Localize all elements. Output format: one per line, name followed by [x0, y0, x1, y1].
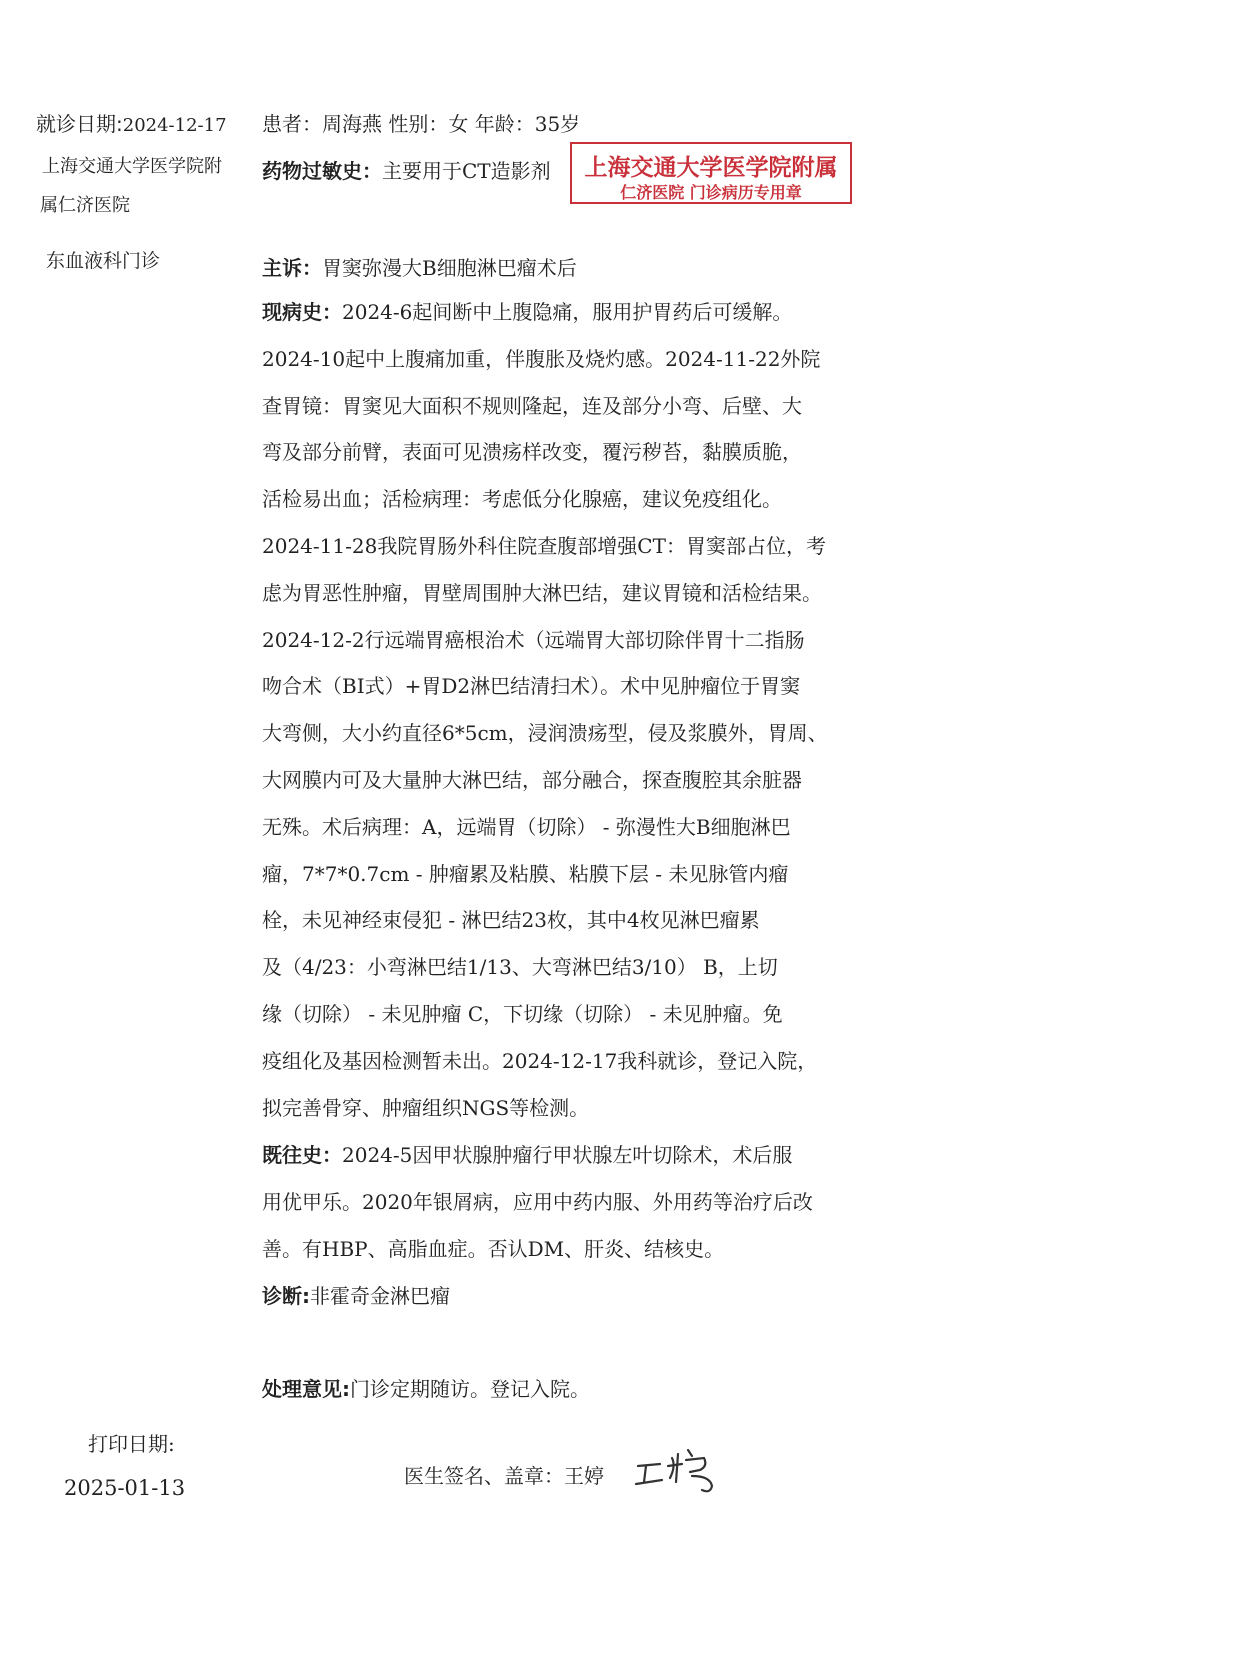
past-history-line: 用优甲乐。2020年银屑病，应用中药内服、外用药等治疗后改: [262, 1189, 813, 1214]
hpi-line: 瘤，7*7*0.7cm - 肿瘤累及粘膜、粘膜下层 - 未见脉管内瘤: [262, 861, 789, 886]
hpi-line: 无殊。术后病理：A，远端胃（切除） - 弥漫性大B细胞淋巴: [262, 814, 791, 839]
stamp-line2: 仁济医院 门诊病历专用章: [620, 183, 802, 202]
handwritten-signature: [632, 1436, 722, 1496]
print-date-label: 打印日期:: [88, 1432, 175, 1456]
past-history-line: [262, 1132, 862, 1179]
visit-date-label: 就诊日期:: [36, 112, 123, 136]
past-history: [262, 1132, 862, 1272]
hpi-label: 现病史：: [262, 300, 342, 324]
hpi-line: 拟完善骨穿、肿瘤组织NGS等检测。: [262, 1095, 590, 1120]
diagnosis-label: 诊断:: [262, 1284, 310, 1308]
past-history-line: 善。有HBP、高脂血症。否认DM、肝炎、结核史。: [262, 1236, 725, 1261]
allergy-label: 药物过敏史：: [262, 159, 382, 183]
hpi-line: 虑为胃恶性肿瘤，胃壁周围肿大淋巴结，建议胃镜和活检结果。: [262, 580, 822, 605]
treatment-plan-value: 门诊定期随访。登记入院。: [350, 1377, 590, 1401]
department-name: 东血液科门诊: [46, 250, 161, 272]
hpi-line: 2024-12-2行远端胃癌根治术（远端胃大部切除伴胃十二指肠: [262, 627, 805, 652]
hpi-line: 疫组化及基因检测暂未出。2024-12-17我科就诊，登记入院，: [262, 1048, 818, 1073]
hpi-line: 活检易出血；活检病理：考虑低分化腺癌，建议免疫组化。: [262, 487, 782, 512]
print-date-value: 2025-01-13: [64, 1476, 186, 1500]
hospital-name-line1: 上海交通大学医学院附: [42, 156, 222, 177]
hpi-line: 吻合术（BI式）+胃D2淋巴结清扫术）。术中见肿瘤位于胃窦: [262, 674, 801, 699]
hospital-seal-stamp: [570, 142, 852, 204]
hpi-line: 缘（切除） - 未见肿瘤 C，下切缘（切除） - 未见肿瘤。免: [262, 1001, 783, 1026]
hpi-line: 大网膜内可及大量肿大淋巴结，部分融合，探查腹腔其余脏器: [262, 767, 802, 792]
treatment-plan-label: 处理意见:: [262, 1377, 350, 1401]
treatment-plan: [262, 1366, 862, 1413]
chief-complaint-value: 胃窦弥漫大B细胞淋巴瘤术后: [322, 256, 577, 280]
allergy-history: [262, 155, 551, 184]
hpi-line: 栓，未见神经束侵犯 - 淋巴结23枚，其中4枚见淋巴瘤累: [262, 908, 760, 933]
stamp-line1: 上海交通大学医学院附属: [584, 154, 838, 181]
doctor-signature-label: 医生签名、盖章：王婷: [404, 1464, 604, 1488]
hpi-line: 大弯侧，大小约直径6*5cm，浸润溃疡型，侵及浆膜外，胃周、: [262, 721, 828, 746]
chief-complaint-label: 主诉：: [262, 256, 322, 280]
hpi-line: [262, 289, 862, 336]
chief-complaint: [262, 245, 862, 292]
hpi-line-text: 2024-6起间断中上腹隐痛，服用护胃药后可缓解。: [342, 300, 793, 324]
past-history-line-text: 2024-5因甲状腺肿瘤行甲状腺左叶切除术，术后服: [342, 1143, 793, 1167]
patient-info: 患者：周海燕 性别：女 年龄：35岁: [262, 112, 581, 136]
hpi-line: 及（4/23：小弯淋巴结1/13、大弯淋巴结3/10） B，上切: [262, 955, 778, 980]
hpi-line: 2024-11-28我院胃肠外科住院查腹部增强CT：胃窦部占位，考: [262, 533, 826, 558]
visit-date-value: 2024-12-17: [122, 115, 227, 136]
hpi-line: 查胃镜：胃窦见大面积不规则隆起，连及部分小弯、后壁、大: [262, 393, 802, 418]
diagnosis: [262, 1273, 862, 1320]
diagnosis-value: 非霍奇金淋巴瘤: [310, 1284, 450, 1308]
allergy-value: 主要用于CT造影剂: [382, 159, 551, 183]
visit-date: [36, 108, 227, 137]
hospital-name-line2: 属仁济医院: [40, 195, 130, 216]
present-illness-history: [262, 289, 862, 1131]
hpi-line: 弯及部分前臂，表面可见溃疡样改变，覆污秽苔，黏膜质脆，: [262, 440, 802, 465]
past-history-label: 既往史：: [262, 1143, 342, 1167]
hpi-line: 2024-10起中上腹痛加重，伴腹胀及烧灼感。2024-11-22外院: [262, 346, 821, 371]
